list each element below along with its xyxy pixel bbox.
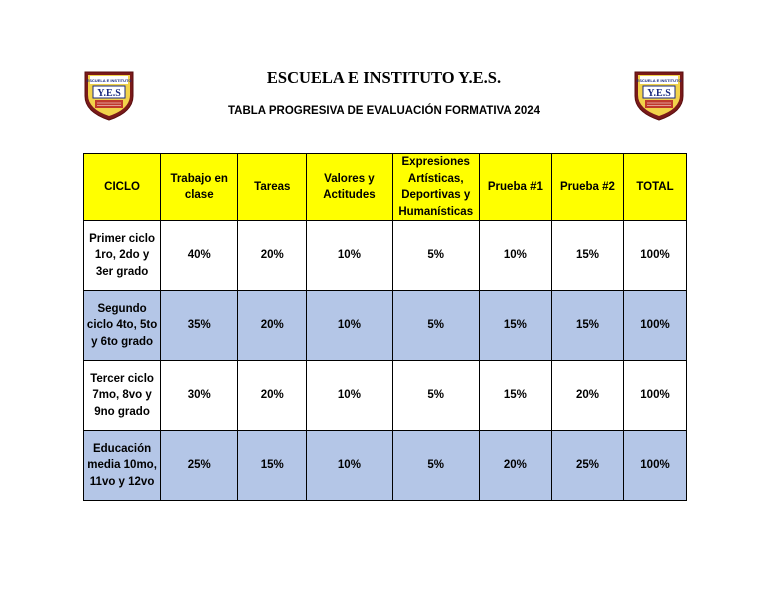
row-ciclo-label: Educación media 10mo, 11vo y 12vo: [84, 431, 161, 501]
cell-prueba2: 15%: [551, 291, 623, 361]
cell-prueba1: 15%: [479, 291, 551, 361]
svg-text:Y.E.S: Y.E.S: [97, 88, 121, 99]
cell-expresiones: 5%: [392, 221, 479, 291]
cell-trabajo: 35%: [161, 291, 238, 361]
cell-valores: 10%: [307, 291, 392, 361]
col-header-valores: Valores y Actitudes: [307, 154, 392, 221]
row-ciclo-label: Segundo ciclo 4to, 5to y 6to grado: [84, 291, 161, 361]
col-header-ciclo: CICLO: [84, 154, 161, 221]
col-header-total: TOTAL: [623, 154, 686, 221]
col-header-tareas: Tareas: [238, 154, 307, 221]
col-header-prueba2: Prueba #2: [551, 154, 623, 221]
cell-total: 100%: [623, 221, 686, 291]
cell-tareas: 20%: [238, 361, 307, 431]
cell-valores: 10%: [307, 221, 392, 291]
svg-text:ESCUELA E INSTITUTO: ESCUELA E INSTITUTO: [636, 78, 682, 83]
document-title: ESCUELA E INSTITUTO Y.E.S.: [266, 68, 502, 87]
cell-tareas: 20%: [238, 291, 307, 361]
cell-total: 100%: [623, 291, 686, 361]
col-header-prueba1: Prueba #1: [479, 154, 551, 221]
cell-trabajo: 40%: [161, 221, 238, 291]
cell-expresiones: 5%: [392, 361, 479, 431]
cell-prueba2: 25%: [551, 431, 623, 501]
cell-trabajo: 25%: [161, 431, 238, 501]
table-row: [84, 291, 687, 361]
cell-prueba1: 15%: [479, 361, 551, 431]
cell-total: 100%: [623, 431, 686, 501]
cell-tareas: 20%: [238, 221, 307, 291]
row-ciclo-label: Tercer ciclo 7mo, 8vo y 9no grado: [84, 361, 161, 431]
cell-valores: 10%: [307, 431, 392, 501]
table-header-row: [84, 154, 687, 221]
cell-expresiones: 5%: [392, 431, 479, 501]
cell-total: 100%: [623, 361, 686, 431]
evaluation-table: [83, 153, 687, 501]
table-row: [84, 431, 687, 501]
cell-valores: 10%: [307, 361, 392, 431]
svg-text:Y.E.S: Y.E.S: [647, 88, 671, 99]
col-header-trabajo: Trabajo en clase: [161, 154, 238, 221]
row-ciclo-label: Primer ciclo 1ro, 2do y 3er grado: [84, 221, 161, 291]
col-header-expresiones: Expresiones Artísticas, Deportivas y Humanísticas: [392, 154, 479, 221]
document-subtitle: TABLA PROGRESIVA DE EVALUACIÓN FORMATIVA 2024: [227, 105, 541, 117]
cell-prueba1: 20%: [479, 431, 551, 501]
cell-prueba2: 20%: [551, 361, 623, 431]
cell-tareas: 15%: [238, 431, 307, 501]
cell-expresiones: 5%: [392, 291, 479, 361]
cell-trabajo: 30%: [161, 361, 238, 431]
cell-prueba2: 15%: [551, 221, 623, 291]
svg-text:ESCUELA E INSTITUTO: ESCUELA E INSTITUTO: [86, 78, 132, 83]
table-row: [84, 361, 687, 431]
table-row: [84, 221, 687, 291]
cell-prueba1: 10%: [479, 221, 551, 291]
